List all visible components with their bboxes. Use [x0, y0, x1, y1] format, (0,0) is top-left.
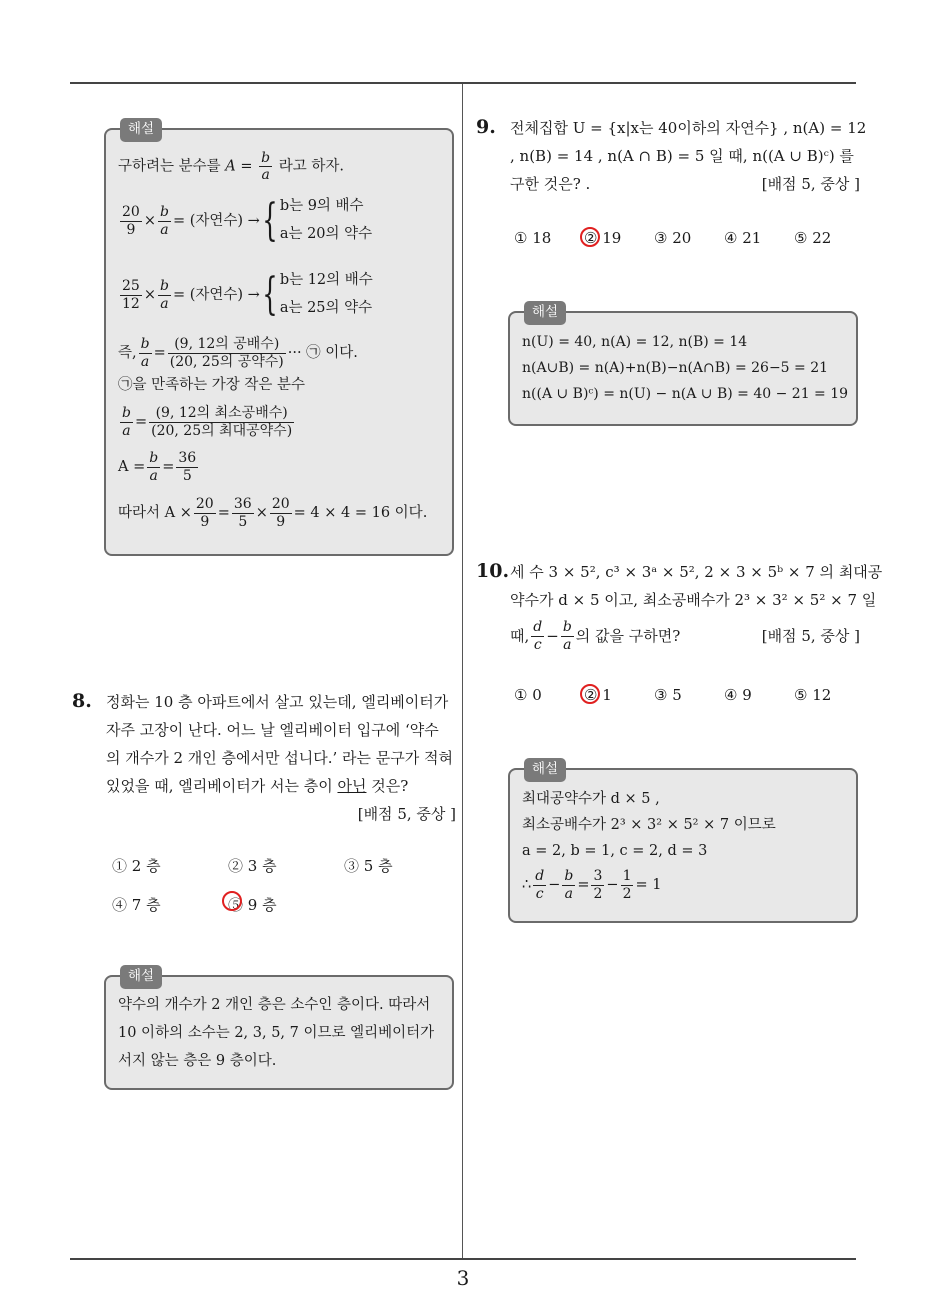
q9-choice-4[interactable]: ④ 21 [724, 229, 762, 247]
q8-sol-line: 약수의 개수가 2 개인 층은 소수인 층이다. 따라서 [118, 997, 431, 1013]
solution-tag: 해설 [120, 965, 162, 989]
question-8-number: 8. [72, 690, 92, 712]
q9-sol-line: n(U) = 40, n(A) = 12, n(B) = 14 [522, 334, 748, 350]
sol-row-25-12: $\frac{25}{12}$ × $\frac{b}{a}$ = (자연수) → { b는 12의 배수 a는 25의 약수 [118, 258, 442, 332]
answer-mark-q9 [580, 227, 600, 247]
q8-sol-line: 서지 않는 층은 9 층이다. [118, 1053, 277, 1069]
q9-sol-line: n(A∪B) = n(A)+n(B)−n(A∩B) = 26−5 = 21 [522, 360, 829, 376]
question-10-number: 10. [476, 560, 510, 582]
sol-row-A: A = $\frac{b}{a}$ = $\frac{36}{5}$ [118, 450, 197, 484]
answer-mark-q8 [222, 891, 242, 911]
page-number: 3 [456, 1266, 470, 1290]
q8-choice-3[interactable]: ③ 5 층 [344, 857, 393, 875]
sol-row-common: 즉, $\frac{b}{a}$ = $\frac{\text{(9, 12의 공배수)}}{\text{(20, 25의 공약수)}}$ ··· ㉠ 이다. [118, 336, 358, 370]
sol-row-lcm-gcd: $\frac{b}{a}$ = $\frac{\text{(9, 12의 최소공배수)}}{\text{(20, 25의 최대공약수)}}$ [122, 405, 293, 439]
q8-choice-5[interactable]: ⑤ 9 층 [228, 896, 277, 914]
q10-sol-final: ∴ $\frac{d}{c}$ − $\frac{b}{a}$ = $\frac{3}{2}$ − $\frac{1}{2}$ = 1 [522, 868, 662, 902]
condition-brace: { b는 12의 배수 a는 25의 약수 [262, 269, 373, 320]
question-9-number: 9. [476, 116, 496, 138]
q10-choice-1[interactable]: ① 0 [514, 686, 542, 704]
column-divider [462, 84, 463, 1258]
condition-brace: { b는 9의 배수 a는 20의 약수 [262, 195, 373, 246]
answer-mark-q10 [580, 684, 600, 704]
question-9-text: 전체집합 U = {x|x는 40이하의 자연수} , n(A) = 12 , n(B) = 14 , n(A ∩ B) = 5 일 때, n((A ∪ B)ᶜ) 를 구한 것은? . [배점 5, 중상 ] [510, 119, 867, 193]
sol-row-smallest: ㉠을 만족하는 가장 작은 분수 [118, 377, 306, 393]
solution-box-prev [104, 121, 454, 556]
q9-choice-2[interactable]: ② 19 [584, 229, 622, 247]
q8-choice-1[interactable]: ① 2 층 [112, 857, 161, 875]
q10-choice-3[interactable]: ③ 5 [654, 686, 682, 704]
sol-intro: 구하려는 분수를 A = $\frac{b}{a}$ 라고 하자. [118, 150, 344, 184]
bottom-rule [70, 1258, 856, 1260]
q9-choice-1[interactable]: ① 18 [514, 229, 552, 247]
solution-tag: 해설 [524, 301, 566, 325]
q10-sol-line: 최대공약수가 d × 5 , [522, 791, 660, 807]
sol-row-20-9: $\frac{20}{9}$ × $\frac{b}{a}$ = (자연수) → { b는 9의 배수 a는 20의 약수 [118, 184, 442, 258]
solution-box-q9 [508, 304, 858, 426]
q8-choice-2[interactable]: ② 3 층 [228, 857, 277, 875]
solution-tag: 해설 [524, 758, 566, 782]
q10-sol-line: a = 2, b = 1, c = 2, d = 3 [522, 843, 708, 859]
q9-sol-line: n((A ∪ B)ᶜ) = n(U) − n(A ∪ B) = 40 − 21 = 19 [522, 386, 849, 402]
solution-box-q10 [508, 761, 858, 923]
fraction: $\frac{b}{a}$ [261, 150, 271, 184]
solution-box-q8 [104, 968, 454, 1090]
q9-choice-5[interactable]: ⑤ 22 [794, 229, 832, 247]
question-10-text: 세 수 3 × 5², c³ × 3ᵃ × 5², 2 × 3 × 5ᵇ × 7 의 최대공 약수가 d × 5 이고, 최소공배수가 2³ × 3² × 5² × 7 일 때, $\frac{d}{c}$ − $\frac{b}{a}$ 의 값을 구하면? [배점 5, 중상 ] [510, 563, 883, 653]
q8-sol-line: 10 이하의 소수는 2, 3, 5, 7 이므로 엘리베이터가 [118, 1025, 435, 1041]
q10-sol-line: 최소공배수가 2³ × 3² × 5² × 7 이므로 [522, 817, 776, 833]
top-rule [70, 82, 856, 84]
q10-choice-2[interactable]: ② 1 [584, 686, 612, 704]
q8-choice-4[interactable]: ④ 7 층 [112, 896, 161, 914]
question-8-text: 정화는 10 층 아파트에서 살고 있는데, 엘리베이터가 자주 고장이 난다. 어느 날 엘리베이터 입구에 ‘약수 의 개수가 2 개인 층에서만 섭니다.’ 라는 문구가 적혀 있었을 때, 엘리베이터가 서는 층이 아닌 것은? [배점 5, 중상 ] [106, 693, 456, 823]
q10-choice-4[interactable]: ④ 9 [724, 686, 752, 704]
q9-choice-3[interactable]: ③ 20 [654, 229, 692, 247]
q10-choice-5[interactable]: ⑤ 12 [794, 686, 832, 704]
sol-row-result: 따라서 A × $\frac{20}{9}$ = $\frac{36}{5}$ × $\frac{20}{9}$ = 4 × 4 = 16 이다. [118, 496, 428, 530]
solution-tag: 해설 [120, 118, 162, 142]
